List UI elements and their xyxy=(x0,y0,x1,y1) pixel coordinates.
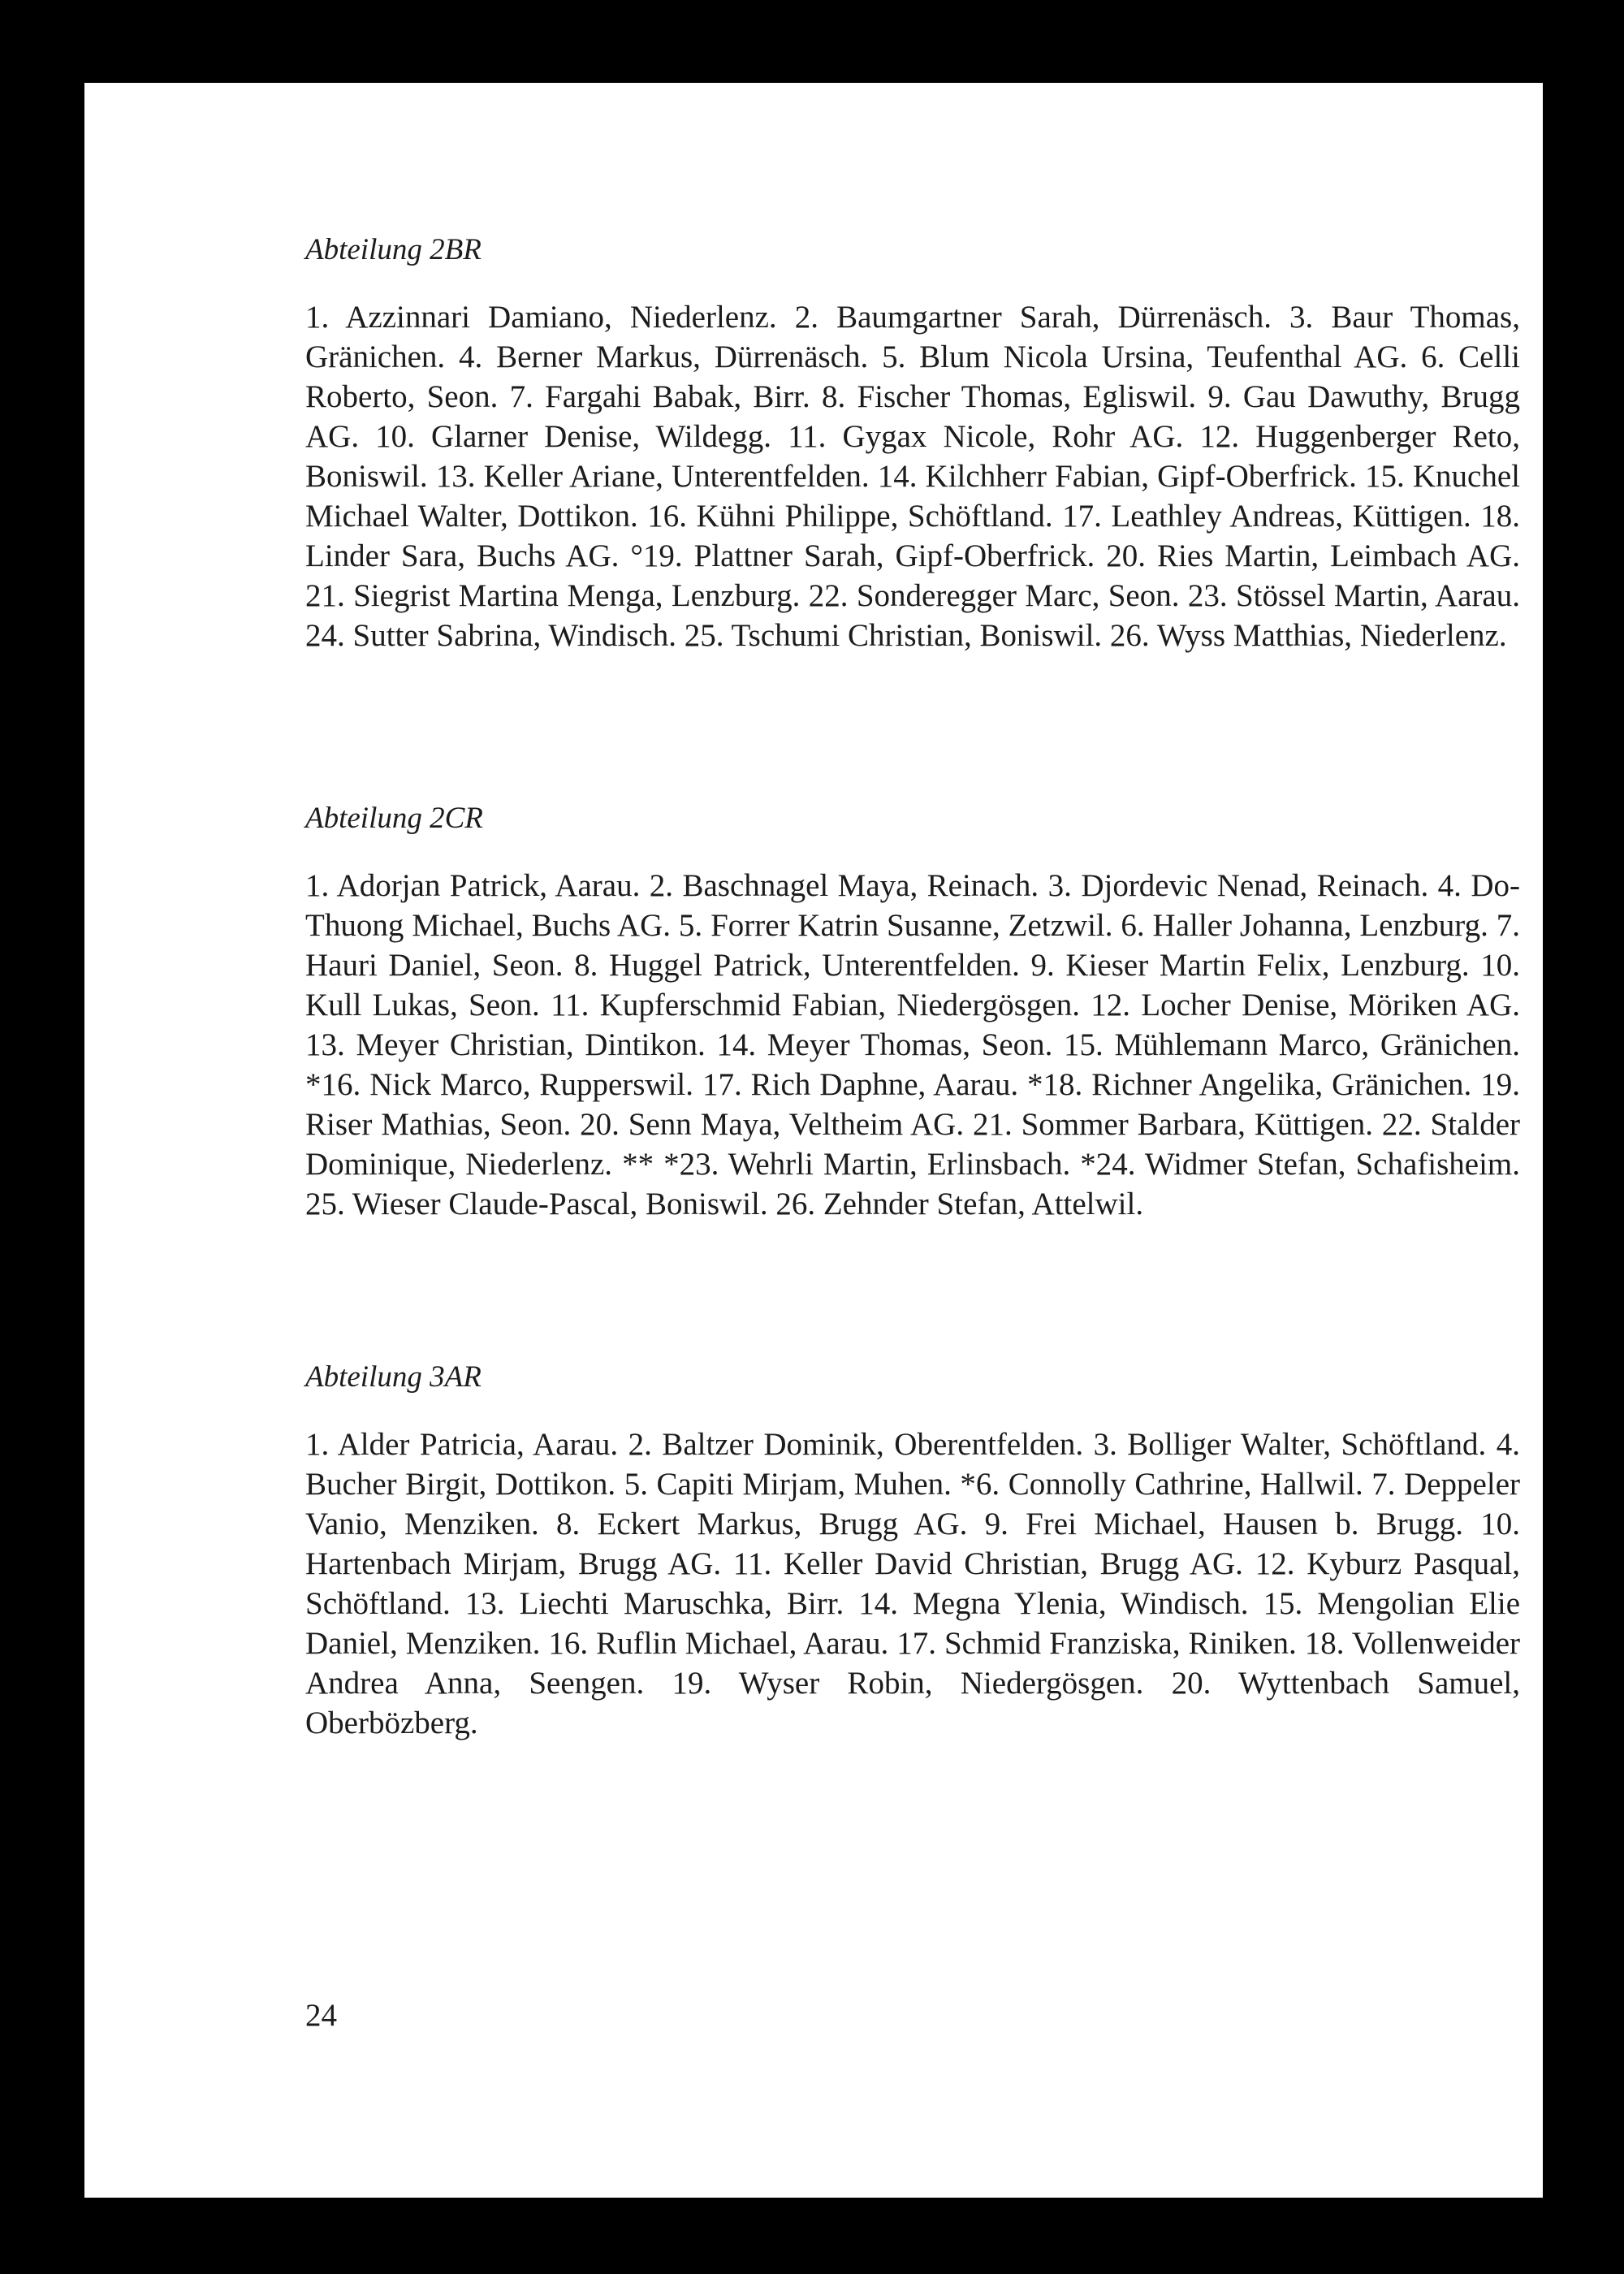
section-heading: Abteilung 3AR xyxy=(305,1360,482,1394)
section-heading: Abteilung 2CR xyxy=(305,802,483,835)
document-page xyxy=(84,83,1543,2198)
section-text: 1. Adorjan Patrick, Aarau. 2. Baschnagel Maya, Reinach. 3. Djordevic Nenad, Reinach. 4. Do-Thuong Michael, Buchs AG. 5. Forrer Katrin Susanne, Zetzwil. 6. Haller Johanna, Lenzburg. 7. Hauri Daniel, Seon. 8. Huggel Patrick, Unterentfelden. 9. Kieser Martin Felix, Lenzburg. 10. Kull Lukas, Seon. 11. Kupferschmid Fabian, Niedergösgen. 12. Locher Denise, Möriken AG. 13. Meyer Christian, Dintikon. 14. Meyer Thomas, Seon. 15. Mühlemann Marco, Gränichen. *16. Nick Marco, Rupperswil. 17. Rich Daphne, Aarau. *18. Richner Angelika, Gränichen. 19. Riser Mathias, Seon. 20. Senn Maya, Veltheim AG. 21. Sommer Barbara, Küttigen. 22. Stalder Dominique, Niederlenz. ** *23. Wehrli Martin, Erlinsbach. *24. Widmer Stefan, Schafisheim. 25. Wieser Claude-Pascal, Boniswil. 26. Zehnder Stefan, Attelwil. xyxy=(305,868,1520,1221)
section-abteilung-2br xyxy=(305,231,1520,655)
page-number: 24 xyxy=(305,1998,337,2033)
section-heading: Abteilung 2BR xyxy=(305,233,482,266)
section-text: 1. Alder Patricia, Aarau. 2. Baltzer Dominik, Oberentfelden. 3. Bolliger Walter, Schöftland. 4. Bucher Birgit, Dottikon. 5. Capiti Mirjam, Muhen. *6. Connolly Cathrine, Hallwil. 7. Deppeler Vanio, Menziken. 8. Eckert Markus, Brugg AG. 9. Frei Michael, Hausen b. Brugg. 10. Hartenbach Mirjam, Brugg AG. 11. Keller David Christian, Brugg AG. 12. Kyburz Pasqual, Schöftland. 13. Liechti Maruschka, Birr. 14. Megna Ylenia, Windisch. 15. Mengolian Elie Daniel, Menziken. 16. Ruflin Michael, Aarau. 17. Schmid Franziska, Riniken. 18. Vollenweider Andrea Anna, Seengen. 19. Wyser Robin, Niedergösgen. 20. Wyttenbach Samuel, Oberbözberg. xyxy=(305,1427,1520,1740)
section-abteilung-2cr xyxy=(305,799,1520,1224)
section-abteilung-3ar xyxy=(305,1358,1520,1743)
section-text: 1. Azzinnari Damiano, Niederlenz. 2. Baumgartner Sarah, Dürrenäsch. 3. Baur Thomas, Gränichen. 4. Berner Markus, Dürrenäsch. 5. Blum Nicola Ursina, Teufenthal AG. 6. Celli Roberto, Seon. 7. Fargahi Babak, Birr. 8. Fischer Thomas, Egliswil. 9. Gau Dawuthy, Brugg AG. 10. Glarner Denise, Wildegg. 11. Gygax Nicole, Rohr AG. 12. Huggenberger Reto, Boniswil. 13. Keller Ariane, Unterentfelden. 14. Kilchherr Fabian, Gipf-Oberfrick. 15. Knuchel Michael Walter, Dottikon. 16. Kühni Philippe, Schöftland. 17. Leathley Andreas, Küttigen. 18. Linder Sara, Buchs AG. °19. Plattner Sarah, Gipf-Oberfrick. 20. Ries Martin, Leimbach AG. 21. Siegrist Martina Menga, Lenzburg. 22. Sonderegger Marc, Seon. 23. Stössel Martin, Aarau. 24. Sutter Sabrina, Windisch. 25. Tschumi Christian, Boniswil. 26. Wyss Matthias, Niederlenz. xyxy=(305,300,1520,653)
